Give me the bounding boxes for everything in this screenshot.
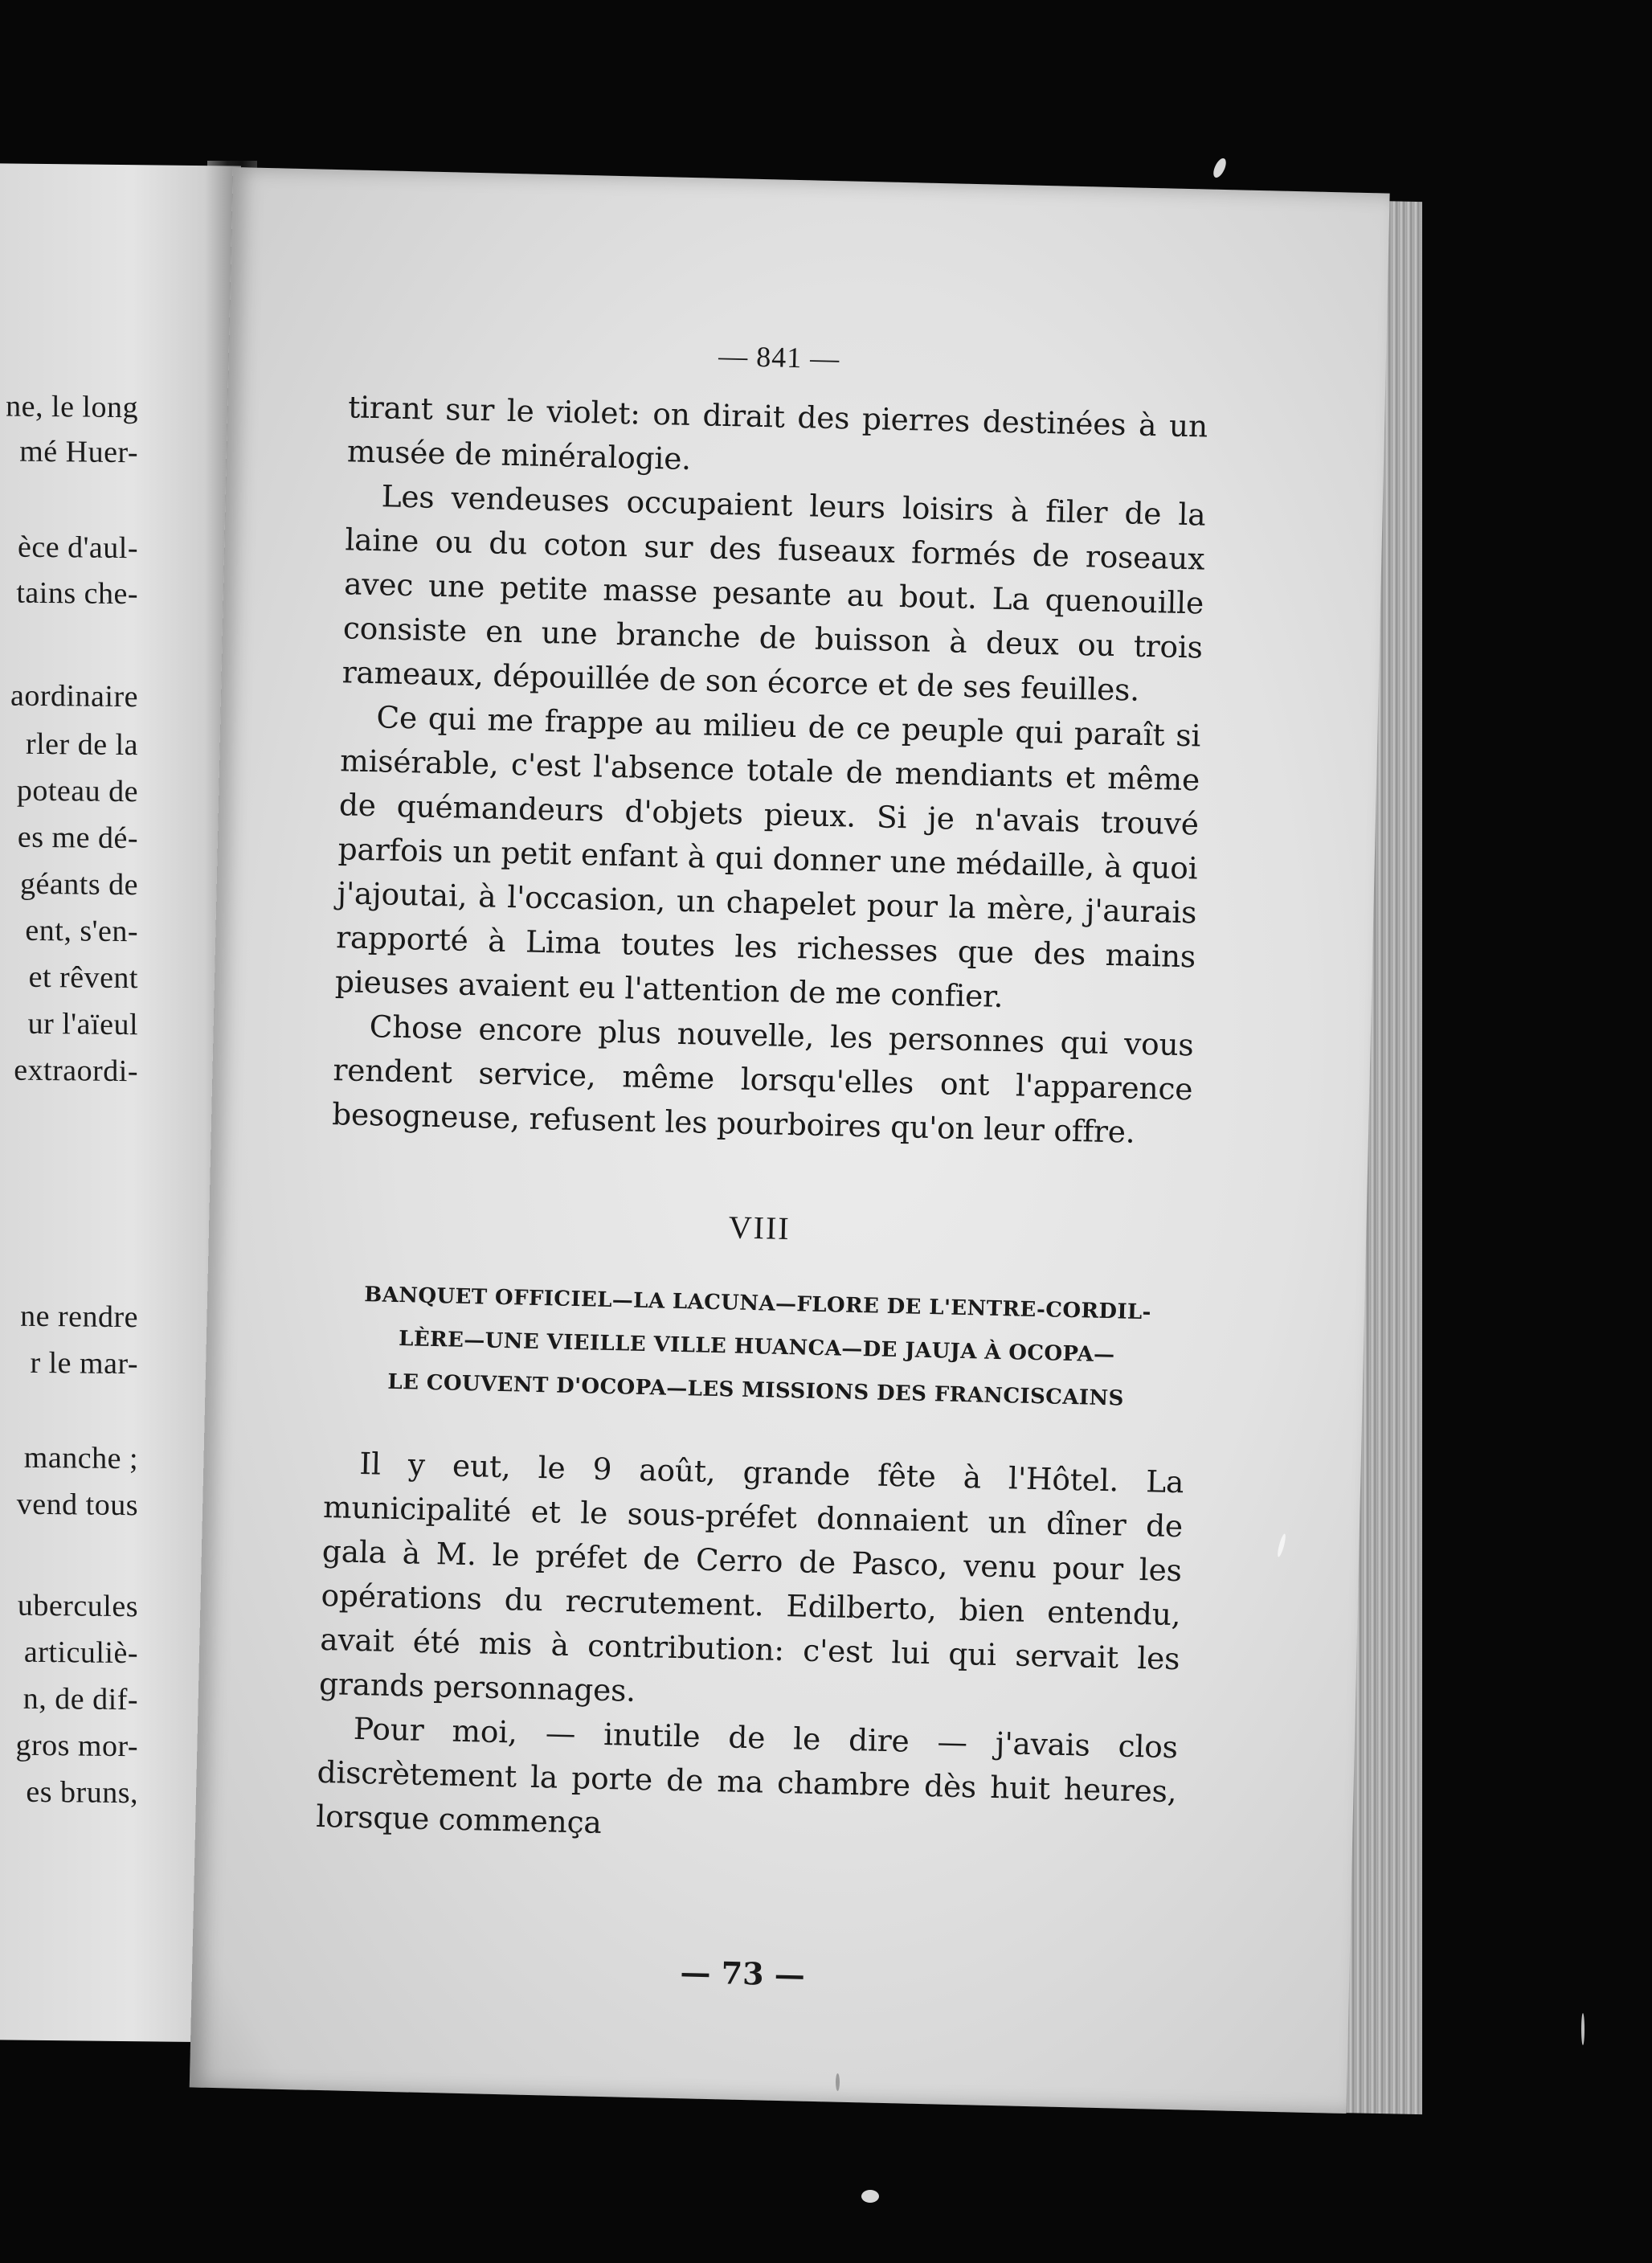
left-line: ur l'aïeul [27, 1006, 138, 1042]
left-line: géants de [20, 866, 138, 902]
left-line: rler de la [25, 726, 138, 763]
left-line: extraordi- [14, 1053, 138, 1089]
paragraph: tirant sur le violet: on dirait des pierres destinées à un musée de minéralogie. [346, 389, 1208, 477]
chapter-summary [325, 1272, 1188, 1422]
left-line: es bruns, [26, 1774, 138, 1811]
paragraph: Il y eut, le 9 août, grande fête à l'Hôtel. La municipalité et le sous-préfet donnaient un dîner de gala à M. le préfet de Cerro de Pasco, venu pour les opérations du recrutement. Edilberto, bien entendu, avait été mis à contribution: c'est lui qui servait les grands personnages. [318, 1445, 1184, 1709]
running-head: — 841 — [718, 339, 840, 375]
folio: — 73 — [680, 1954, 806, 1993]
left-line: ne rendre [20, 1299, 138, 1335]
left-line: manche ; [23, 1440, 138, 1476]
left-line: es me dé- [17, 820, 138, 856]
left-line: articuliè- [23, 1635, 138, 1671]
page-body [316, 385, 1208, 1858]
left-line: vend tous [16, 1487, 138, 1523]
left-line: r le mar- [30, 1345, 138, 1381]
chapter-number: VIII [728, 1209, 791, 1247]
left-line: n, de dif- [22, 1681, 138, 1717]
chapter-summary-line: LE COUVENT D'OCOPA—LES MISSIONS DES FRANCISCAINS [387, 1369, 1125, 1411]
left-line: et rêvent [28, 960, 138, 996]
left-line: ent, s'en- [25, 913, 138, 949]
left-line: èce d'aul- [17, 530, 138, 566]
left-line: aordinaire [10, 678, 138, 714]
film-speck [861, 2190, 879, 2203]
film-speck [836, 2073, 840, 2091]
paragraph: Chose encore plus nouvelle, les personnes qui vous rendent service, même lorsqu'elles ont l'apparence besogneuse, refusent les pourboires qu'on leur offre. [331, 1009, 1195, 1150]
paragraph: Pour moi, — inutile de le dire — j'avais clos discrètement la porte de ma chambre dès huit heures, lorsque commença [315, 1710, 1179, 1840]
left-line: tains che- [16, 575, 138, 612]
book-page [190, 167, 1390, 2114]
left-line: gros mor- [15, 1728, 138, 1764]
left-line: ne, le long [6, 389, 138, 425]
left-line: ubercules [17, 1588, 138, 1624]
paragraph: Ce qui me frappe au milieu de ce peuple qui paraît si misérable, c'est l'absence totale de mendiants et même de quémandeurs d'objets pieux. Si je n'avais trouvé parfois un petit enfant à qui donner une médaille, à quoi j'ajoutai, à l'occasion, un chapelet pour la mère, j'aurais rapporté à Lima toutes les richesses que des mains pieuses avaient eu l'attention de me confier. [334, 699, 1201, 1015]
paragraph: Les vendeuses occupaient leurs loisirs à filer de la laine ou du coton sur des fuseaux formés de roseaux avec une petite masse pesante au bout. La quenouille consiste en une branche de buisson à deux ou trois rameaux, dépouillée de son écorce et de ses feuilles. [341, 478, 1206, 708]
chapter-summary-line: LÈRE—UNE VIEILLE VILLE HUANCA—DE JAUJA À OCOPA— [398, 1327, 1115, 1368]
film-speck [1581, 2013, 1585, 2045]
left-line: poteau de [16, 773, 138, 809]
chapter-summary-line: BANQUET OFFICIEL—LA LACUNA—FLORE DE L'ENTRE-CORDIL- [364, 1283, 1152, 1325]
left-line: mé Huer- [19, 434, 138, 470]
